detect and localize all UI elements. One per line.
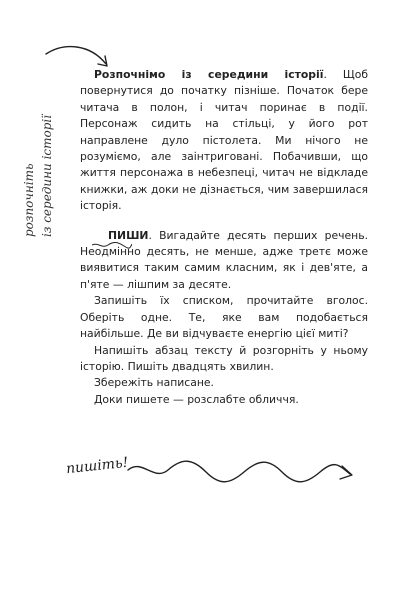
paragraph-4: Напишіть абзац тексту й розгорніть у ньому історію. Пишіть двадцять хвилин. (80, 343, 368, 373)
paragraph-1-heading: Розпочнімо із середини історії (94, 68, 324, 81)
body-text (80, 67, 368, 408)
paragraph-2 (80, 228, 368, 294)
wavy-underline-icon (92, 242, 132, 250)
handwritten-side-note (20, 62, 60, 237)
handwritten-write-label: пишіть! (65, 454, 129, 478)
squiggle-arrow-icon (62, 448, 362, 518)
paragraph-6: Доки пишете — розслабте обличчя. (94, 392, 299, 406)
paragraph-1-text: . Щоб повернутися до початку пізніше. Початок бере читача в полон, і читач поринає в події. Персонаж сидить на стільці, у його рот направлене дуло пістолета. Ми нічого не розуміємо, але заінтриговані. Побачивши, що життя персонажа в небезпеці, читач не відкладе книжки, аж доки не дізнається, чим завершилася історія. (80, 68, 369, 213)
side-note-line-1: розпочніть (22, 163, 36, 237)
paragraph-3: Запишіть їх списком, прочитайте вголос. Оберіть одне. Те, яке вам подобається найбільше. Де ви відчуваєте енергію цієї миті? (80, 294, 368, 341)
write-heading: ПИШИ (108, 228, 149, 242)
paragraph-5: Збережіть написане. (94, 376, 214, 390)
paragraph-2-text: . Вигадайте десять перших речень. Неодмінно десять, не менше, адже третє може виявитися таким самим класним, як і дев'яте, а п'яте — лішпим за десяте. (80, 228, 368, 291)
side-note-line-2: із середини історії (40, 114, 54, 237)
handwritten-write-doodle (62, 448, 362, 518)
paragraph-1 (80, 67, 368, 215)
